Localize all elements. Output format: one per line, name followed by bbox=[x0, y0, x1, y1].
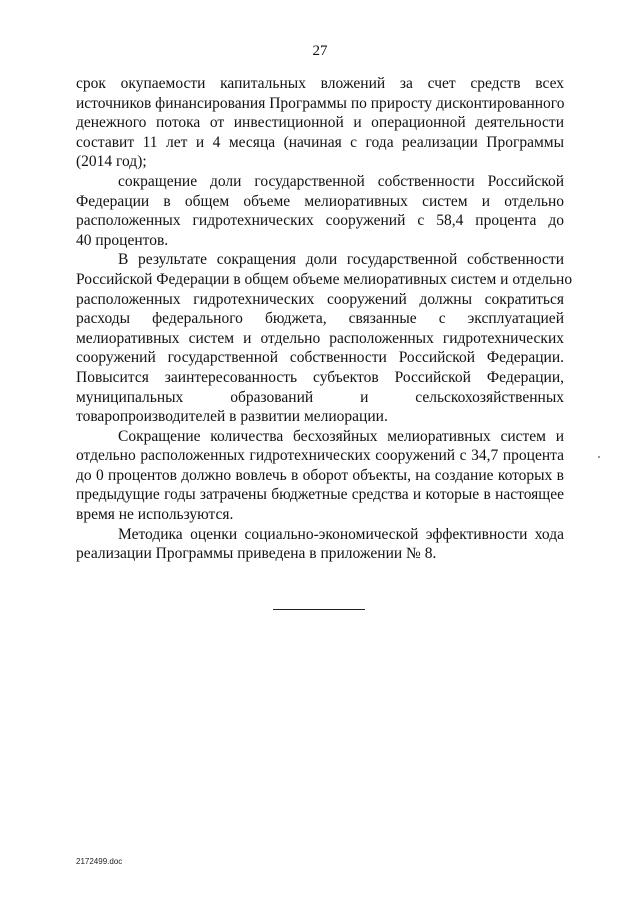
paragraph-line: источников финансирования Программы по приросту дисконтированного bbox=[76, 94, 565, 112]
paragraph-line: составит 11 лет и 4 месяца (начиная с года реализации Программы bbox=[76, 133, 564, 151]
paragraph-line: (2014 год); bbox=[76, 153, 147, 171]
paragraph-line: предыдущие годы затрачены бюджетные средства и которые в настоящее bbox=[76, 486, 564, 504]
paragraph-line: срок окупаемости капитальных вложений за счет средств всех bbox=[76, 75, 564, 92]
paragraph-line: до 0 процентов должно вовлечь в оборот объекты, на создание которых в bbox=[76, 466, 564, 484]
paragraph-line: реализации Программы приведена в приложении № 8. bbox=[76, 545, 437, 563]
paragraph-line: В результате сокращения доли государственной собственности bbox=[118, 251, 564, 269]
paragraph-line: Сокращение количества бесхозяйных мелиоративных систем и bbox=[118, 427, 564, 445]
paragraph-line: Методика оценки социально-экономической эффективности хода bbox=[118, 525, 564, 543]
paragraph-line: расположенных гидротехнических сооружений с 58,4 процента до bbox=[76, 212, 564, 230]
paragraph bbox=[76, 427, 564, 525]
paragraph-line: Российской Федерации в общем объеме мелиоративных систем и отдельно bbox=[76, 270, 573, 288]
paragraph-line: мелиоративных систем и отдельно расположенных гидротехнических bbox=[76, 329, 564, 347]
paragraph bbox=[76, 74, 564, 172]
body-text bbox=[76, 74, 573, 564]
paragraph bbox=[76, 525, 564, 564]
separator-line bbox=[273, 609, 365, 610]
paragraph-line: муниципальных образований и сельскохозяйственных bbox=[76, 388, 564, 406]
paragraph-line: товаропроизводителей в развитии мелиорации. bbox=[76, 408, 388, 426]
paragraph-line: расположенных гидротехнических сооружений должны сократиться bbox=[76, 290, 564, 308]
paragraph-line: расходы федерального бюджета, связанные с эксплуатацией bbox=[76, 310, 564, 328]
paragraph-line: 40 процентов. bbox=[76, 231, 169, 249]
paragraph-line: денежного потока от инвестиционной и операционной деятельности bbox=[76, 114, 564, 132]
paragraph-line: сооружений государственной собственности Российской Федерации. bbox=[76, 349, 564, 367]
paragraph-line: отдельно расположенных гидротехнических сооружений с 34,7 процента bbox=[76, 447, 564, 465]
footer-filename: 2172499.doc bbox=[76, 857, 123, 866]
paragraph-line: сокращение доли государственной собственности Российской bbox=[118, 172, 564, 190]
paragraph bbox=[76, 172, 564, 250]
page-number: 27 bbox=[312, 43, 328, 59]
paragraph-line: время не используются. bbox=[76, 506, 234, 524]
scan-speck bbox=[598, 456, 600, 458]
paragraph bbox=[76, 250, 573, 426]
paragraph-line: Федерации в общем объеме мелиоративных систем и отдельно bbox=[76, 192, 564, 210]
paragraph-line: Повысится заинтересованность субъектов Российской Федерации, bbox=[76, 368, 564, 386]
